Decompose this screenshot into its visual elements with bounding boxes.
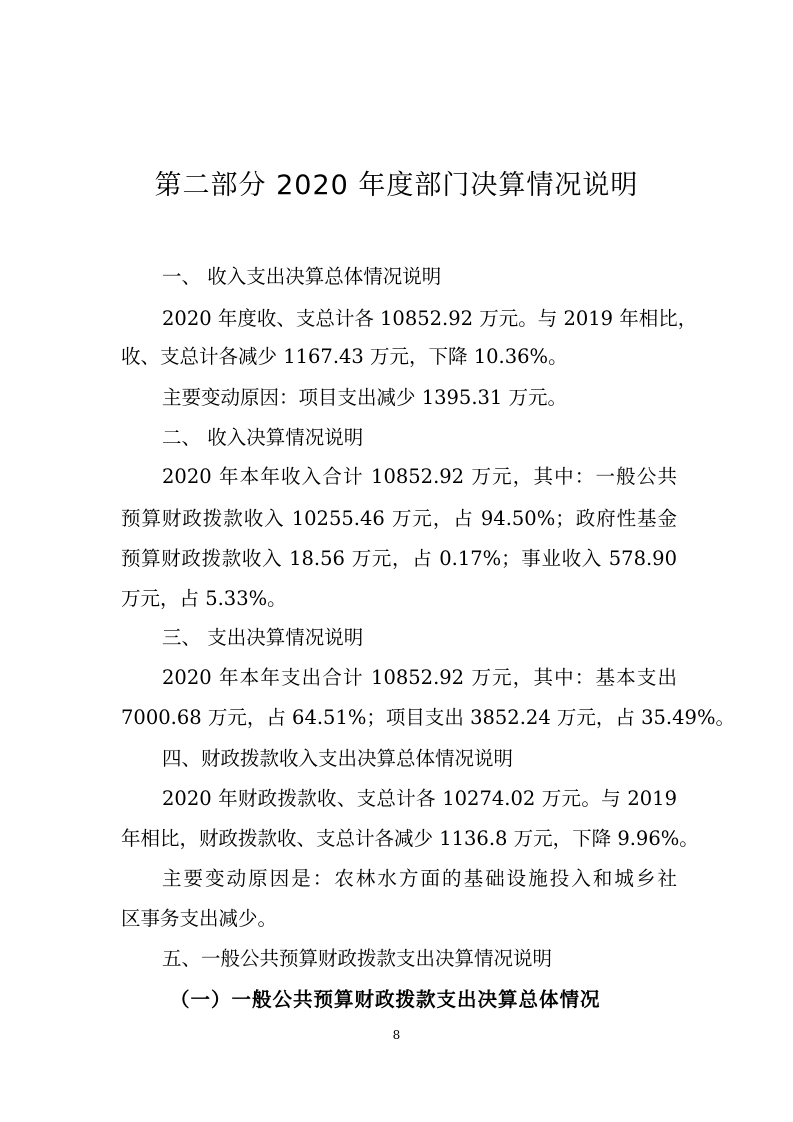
section-5-heading: 五、一般公共预算财政拨款支出决算情况说明 (162, 947, 553, 970)
section-1-heading: 一、 收入支出决算总体情况说明 (162, 265, 442, 288)
section-1-paragraph-1-line-1: 2020 年度收、支总计各 10852.92 万元。与 2019 年相比， (162, 307, 698, 330)
section-4-paragraph-2-line-1: 主要变动原因是：农林水方面的基础设施投入和城乡社 (162, 867, 677, 890)
section-4-heading: 四、财政拨款收入支出决算总体情况说明 (162, 747, 514, 770)
section-2-heading: 二、 收入决算情况说明 (162, 426, 364, 449)
section-3-heading: 三、 支出决算情况说明 (162, 626, 364, 649)
section-4-paragraph-1-line-1: 2020 年财政拨款收、支总计各 10274.02 万元。与 2019 (162, 787, 677, 810)
section-5-sub-heading: （一）一般公共预算财政拨款支出决算总体情况 (170, 988, 601, 1011)
section-4-paragraph-1-line-2: 年相比，财政拨款收、支总计各减少 1136.8 万元，下降 9.96%。 (121, 827, 699, 850)
section-3-paragraph-1-line-1: 2020 年本年支出合计 10852.92 万元，其中：基本支出 (162, 666, 677, 689)
section-2-paragraph-1-line-3: 预算财政拨款收入 18.56 万元，占 0.17%；事业收入 578.90 (121, 547, 677, 570)
page-number: 8 (392, 1028, 401, 1042)
section-3-paragraph-1-line-2: 7000.68 万元，占 64.51%；项目支出 3852.24 万元，占 35.49%。 (121, 706, 735, 729)
section-2-paragraph-1-line-1: 2020 年本年收入合计 10852.92 万元，其中：一般公共 (162, 465, 677, 488)
section-2-paragraph-1-line-4: 万元，占 5.33%。 (121, 587, 287, 610)
page-title: 第二部分 2020 年度部门决算情况说明 (154, 170, 639, 201)
section-4-paragraph-2-line-2: 区事务支出减少。 (121, 907, 278, 930)
section-2-paragraph-1-line-2: 预算财政拨款收入 10255.46 万元，占 94.50%；政府性基金 (121, 507, 677, 530)
section-1-paragraph-1-line-2: 收、支总计各减少 1167.43 万元，下降 10.36%。 (121, 345, 568, 368)
section-1-paragraph-2-line-1: 主要变动原因：项目支出减少 1395.31 万元。 (162, 386, 568, 409)
